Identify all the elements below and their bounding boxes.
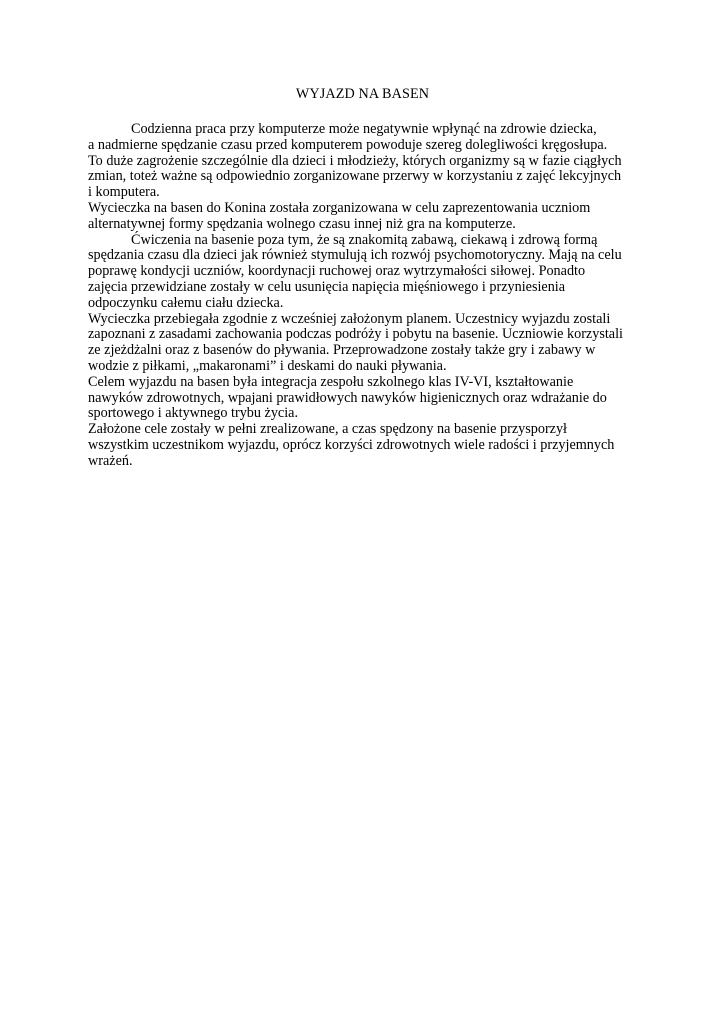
paragraph-line: Ćwiczenia na basenie poza tym, że są znakomitą zabawą, ciekawą i zdrową formą bbox=[131, 231, 598, 248]
paragraph-line: zapoznani z zasadami zachowania podczas podróży i pobytu na basenie. Uczniowie korzystali bbox=[88, 326, 623, 343]
paragraph-line: Założone cele zostały w pełni zrealizowane, a czas spędzony na basenie przysporzył bbox=[88, 421, 568, 438]
paragraph-line: ze zjeżdżalni oraz z basenów do pływania. Przeprowadzone zostały także gry i zabawy w bbox=[88, 342, 596, 359]
paragraph-line: To duże zagrożenie szczególnie dla dzieci i młodzieży, których organizmy są w fazie ciągłych bbox=[88, 152, 622, 169]
document-title: WYJAZD NA BASEN bbox=[295, 86, 430, 102]
paragraph-line: Codzienna praca przy komputerze może negatywnie wpłynąć na zdrowie dziecka, bbox=[131, 121, 597, 137]
paragraph-line: poprawę kondycji uczniów, koordynacji ruchowej oraz wytrzymałości siłowej. Ponadto bbox=[88, 263, 586, 280]
paragraph-line: sportowego i aktywnego trybu życia. bbox=[88, 405, 298, 422]
document-body bbox=[88, 122, 648, 470]
paragraph-line: wszystkim uczestnikom wyjazdu, oprócz korzyści zdrowotnych wiele radości i przyjemnych bbox=[88, 436, 615, 453]
paragraph-line: i komputera. bbox=[88, 184, 160, 201]
paragraph-line: spędzania czasu dla dzieci jak również stymulują ich rozwój psychomotoryczny. Mają na celu bbox=[88, 247, 622, 264]
paragraph-line: zajęcia przewidziane zostały w celu usunięcia napięcia mięśniowego i przyniesienia bbox=[88, 278, 566, 295]
paragraph-line: alternatywnej formy spędzania wolnego czasu innej niż gra na komputerze. bbox=[88, 215, 516, 232]
paragraph-line: Wycieczka na basen do Konina została zorganizowana w celu zaprezentowania uczniom bbox=[88, 199, 591, 216]
paragraph-line: odpoczynku całemu ciału dziecka. bbox=[88, 294, 284, 311]
paragraph-line: wodzie z piłkami, „makaronami” i deskami do nauki pływania. bbox=[88, 357, 447, 374]
paragraph-line: nawyków zdrowotnych, wpajani prawidłowych nawyków higienicznych oraz wdrażanie do bbox=[88, 389, 607, 406]
paragraph-line: zmian, toteż ważne są odpowiednio zorganizowane przerwy w korzystaniu z zajęć lekcyjnych bbox=[88, 168, 622, 185]
paragraph-line: Wycieczka przebiegała zgodnie z wcześniej założonym planem. Uczestnicy wyjazdu zostali bbox=[88, 310, 611, 327]
paragraph-line: wrażeń. bbox=[88, 452, 133, 469]
paragraph-line: a nadmierne spędzanie czasu przed komputerem powoduje szereg dolegliwości kręgosłupa. bbox=[88, 136, 608, 153]
paragraph-line: Celem wyjazdu na basen była integracja zespołu szkolnego klas IV-VI, kształtowanie bbox=[88, 373, 574, 390]
